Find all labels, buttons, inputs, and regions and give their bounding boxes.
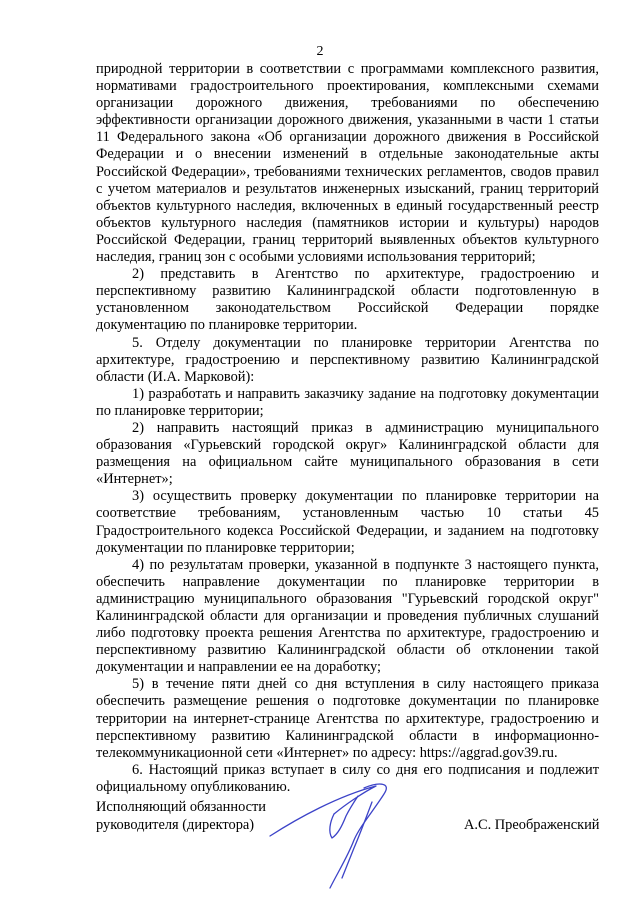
signature-stroke	[342, 802, 372, 878]
document-body	[96, 61, 599, 796]
signatory-title-line: Исполняющий обязанности	[96, 799, 267, 815]
signatory-name: А.С. Преображенский	[464, 817, 600, 833]
paragraph-item: 2) направить настоящий приказ в администрацию муниципального образования «Гурьевский городской округ» Калининградской области для размещения на официальном сайте муниципального образования в сети «Интернет»;	[96, 419, 599, 488]
paragraph-item: 1) разработать и направить заказчику задание на подготовку документации по планировке территории;	[96, 385, 599, 419]
paragraph-item: 2) представить в Агентство по архитектуре, градостроению и перспективному развитию Калининградской области подготовленную в установленном законодательством Российской Федерации порядке документацию по планировке территории.	[96, 266, 599, 334]
paragraph-item: 3) осуществить проверку документации по планировке территории на соответствие требованиям, установленным частью 10 статьи 45 Градостроительного кодекса Российской Федерации, и заданием на подготовку документации по планировке территории;	[96, 488, 599, 556]
paragraph-section: 5. Отделу документации по планировке территории Агентства по архитектуре, градостроению и перспективному развитию Калининградской области (И.А. Марковой):	[96, 334, 599, 385]
signatory-title-line: руководителя (директора)	[96, 816, 255, 833]
paragraph-continuation: природной территории в соответствии с программами комплексного развития, нормативами градостроительного проектирования, комплексными схемами организации дорожного движения, требованиями по обеспечению эффективности организации дорожного движения, указанными в части 1 статьи 11 Федерального закона «Об организации дорожного движения в Российской Федерации и о внесении изменений в отдельные законодательные акты Российской Федерации», требованиями технических регламентов, сводов правил с учетом материалов и результатов инженерных изысканий, границ территорий объектов культурного наследия, включенных в единый государственный реестр объектов культурного наследия (памятников истории и культуры) народов Российской Федерации, границ территорий выявленных объектов культурного наследия, границ зон с особыми условиями использования территорий;	[96, 61, 599, 266]
signature-stroke	[330, 796, 358, 838]
signature-strokes	[270, 784, 386, 888]
paragraph-item: 4) по результатам проверки, указанной в подпункте 3 настоящего пункта, обеспечить направление документации по планировке территории в администрацию муниципального образования "Гурьевский городской округ" Калининградской области для организации и проведения публичных слушаний либо подготовку проекта решения Агентства по архитектуре, градостроению и перспективному развитию Калининградской области об отклонении такой документации и направлении ее на доработку;	[96, 556, 599, 676]
handwritten-signature	[268, 778, 418, 898]
paragraph-item: 5) в течение пяти дней со дня вступления в силу настоящего приказа обеспечить размещение решения о подготовке документации по планировке территории на интернет-странице Агентства по архитектуре, градостроению и перспективному развитию Калининградской области в информационно-телекоммуникационной сети «Интернет» по адресу: https://aggrad.gov39.ru.	[96, 676, 599, 761]
page-number: 2	[316, 44, 324, 59]
paragraph-section: 6. Настоящий приказ вступает в силу со дня его подписания и подлежит официальному опубликованию.	[96, 761, 599, 795]
signatory-title	[96, 799, 266, 834]
